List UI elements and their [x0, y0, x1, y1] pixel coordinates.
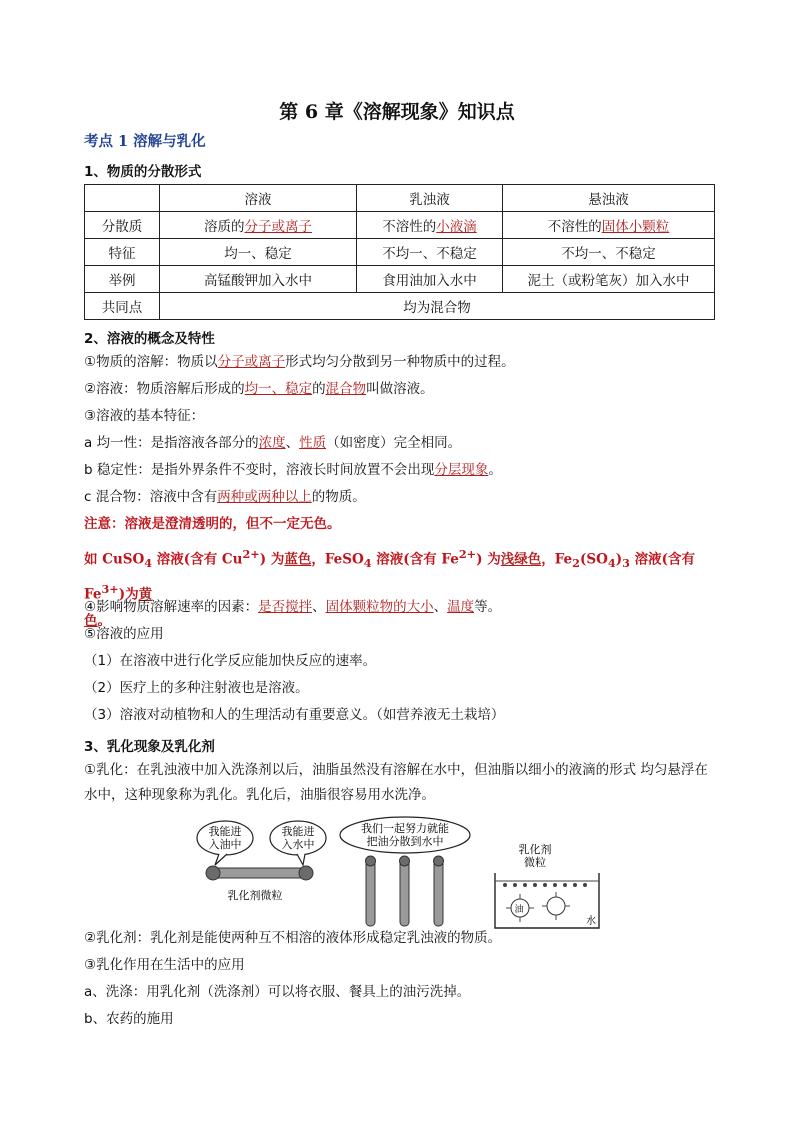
answer: 浅绿色: [500, 551, 542, 568]
table-cell: [357, 212, 503, 239]
cell-text: 溶质的: [204, 219, 245, 235]
answer: 浓度: [258, 435, 286, 451]
speech-bubble-together: [340, 817, 470, 853]
paragraph: ①乳化：在乳浊液中加入洗涤剂以后，油脂虽然没有溶解在水中，但油脂以细小的液滴的形式 均匀悬浮在水中，这种现象称为乳化。乳化后，油脂很容易用水洗净。: [84, 762, 708, 803]
text-line: ②乳化剂：乳化剂是能使两种互不相溶的液体形成稳定乳浊液的物质。: [84, 930, 502, 946]
text-line: b 稳定性：是指外界条件不变时，溶液长时间放置不会出现分层现象。: [84, 462, 502, 478]
speech-bubble-water: [270, 821, 326, 865]
text-line: ②溶液：物质溶解后形成的均一、稳定的混合物叫做溶液。: [84, 381, 434, 397]
answer: 均一、稳定: [244, 381, 313, 397]
table-cell-merged: 均为混合物: [160, 293, 715, 320]
text-line: ③溶液的基本特征：: [84, 408, 205, 424]
text-line: ⑤溶液的应用: [84, 626, 164, 642]
svg-text:微粒: 微粒: [524, 856, 546, 869]
row-label: 共同点: [85, 293, 160, 320]
answer: 两种或两种以上: [217, 489, 312, 505]
answer: 是否搅拌: [258, 599, 313, 615]
text-line: （3）溶液对动植物和人的生理活动有重要意义。（如营养液无土栽培）: [84, 707, 505, 723]
vertical-particles: [366, 856, 444, 926]
svg-text:入水中: 入水中: [281, 838, 315, 851]
text-line: c 混合物：溶液中含有两种或两种以上的物质。: [84, 489, 366, 505]
svg-text:乳化剂微粒: 乳化剂微粒: [227, 889, 283, 902]
text-line: a、洗涤：用乳化剂（洗涤剂）可以将衣服、餐具上的油污洗掉。: [84, 984, 471, 1000]
table-header: 溶液: [160, 185, 357, 212]
table-row: [85, 293, 715, 320]
table-header: 乳浊液: [357, 185, 503, 212]
answer: 性质: [299, 435, 327, 451]
text-line: ③乳化作用在生活中的应用: [84, 957, 245, 973]
answer: 温度: [447, 599, 475, 615]
table-header: 悬浊液: [503, 185, 715, 212]
color-example-line: 如 CuSO$_4$ 溶液(含有 $Cu^{2+}$) 为蓝色，FeSO$_4$ 溶液(含有 $Fe^{2+}$) 为浅绿色，$Fe_2(SO_4)_3$ 溶液(含有 $Fe^{3+}$)为黄 色。: [84, 547, 696, 629]
section-2-heading: 2、溶液的概念及特性: [84, 331, 215, 347]
section-3-heading: 3、乳化现象及乳化剂: [84, 739, 215, 755]
answer: 固体颗粒物的大小: [325, 599, 434, 615]
answer: 蓝色: [284, 551, 312, 568]
text-line: ④影响物质溶解速率的因素：是否搅拌、固体颗粒物的大小、温度等。: [84, 599, 502, 615]
table-cell: [503, 212, 715, 239]
row-label: 特征: [85, 239, 160, 266]
table-cell: 均一、稳定: [160, 239, 357, 266]
svg-text:把油分散到水中: 把油分散到水中: [366, 835, 444, 848]
note-line: 注意：溶液是澄清透明的，但不一定无色。: [84, 516, 341, 532]
section-1-heading: 1、物质的分散形式: [84, 164, 202, 180]
answer: 分层现象: [434, 462, 489, 478]
text-line: ①物质的溶解：物质以分子或离子形式均匀分散到另一种物质中的过程。: [84, 354, 515, 370]
table-corner: [85, 185, 160, 212]
speech-bubble-oil: [197, 821, 253, 865]
cell-answer: 固体小颗粒: [601, 219, 670, 235]
svg-text:油: 油: [514, 905, 524, 915]
page-title: 第 6 章《溶解现象》知识点: [279, 101, 515, 123]
table-cell: 食用油加入水中: [357, 266, 503, 293]
answer: 混合物: [325, 381, 367, 397]
beaker: [495, 842, 599, 928]
cell-text: 不溶性的: [547, 219, 602, 235]
svg-text:我能进: 我能进: [208, 825, 242, 838]
cell-answer: 小液滴: [436, 219, 477, 235]
svg-text:我能进: 我能进: [281, 825, 315, 838]
table-cell: 泥土（或粉笔灰）加入水中: [503, 266, 715, 293]
cell-text: 不溶性的: [382, 219, 437, 235]
text-line: a 均一性：是指溶液各部分的浓度、性质（如密度）完全相同。: [84, 435, 462, 451]
answer: 色: [84, 612, 98, 629]
text-line: b、农药的施用: [84, 1011, 174, 1027]
svg-text:入油中: 入油中: [208, 838, 242, 851]
table-row: [85, 239, 715, 266]
table-cell: 不均一、不稳定: [357, 239, 503, 266]
emulsification-figure: [195, 815, 605, 931]
svg-text:我们一起努力就能: 我们一起努力就能: [361, 822, 449, 835]
row-label: 举例: [85, 266, 160, 293]
svg-text:乳化剂: 乳化剂: [518, 843, 552, 856]
table-cell: 高锰酸钾加入水中: [160, 266, 357, 293]
text-line: （1）在溶液中进行化学反应能加快反应的速率。: [84, 653, 377, 669]
table-row: [85, 266, 715, 293]
dispersion-table: [84, 184, 715, 320]
table-header-row: [85, 185, 715, 212]
emulsifier-particle: [206, 866, 313, 902]
svg-text:水: 水: [586, 916, 596, 927]
kaodian-heading: 考点 1 溶解与乳化: [84, 133, 206, 150]
answer: 黄: [138, 586, 153, 603]
table-cell: [160, 212, 357, 239]
table-cell: 不均一、不稳定: [503, 239, 715, 266]
cell-answer: 分子或离子: [244, 219, 312, 235]
row-label: 分散质: [85, 212, 160, 239]
table-row: [85, 212, 715, 239]
text-line: （2）医疗上的多种注射液也是溶液。: [84, 680, 309, 696]
answer: 分子或离子: [217, 354, 286, 370]
